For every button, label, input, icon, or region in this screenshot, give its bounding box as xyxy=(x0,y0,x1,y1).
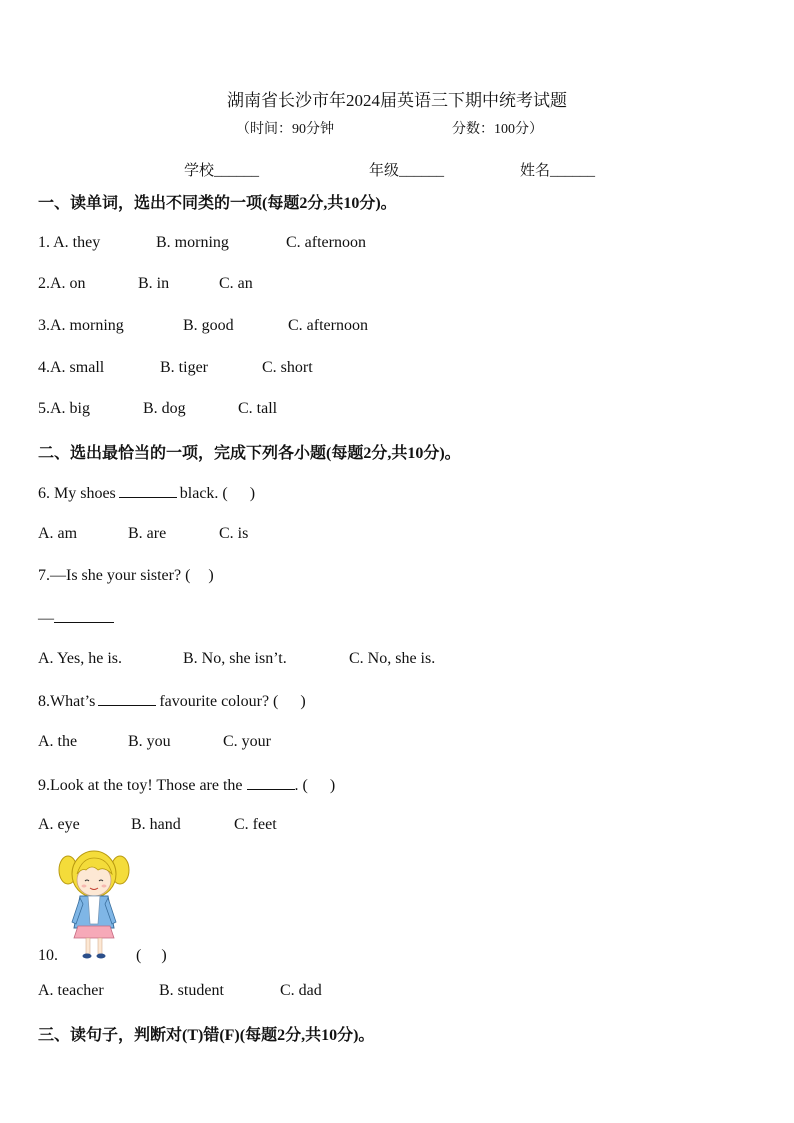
q9-option-c: C. feet xyxy=(234,816,277,833)
q5-option-c: C. tall xyxy=(238,400,278,417)
school-field: 学校______ xyxy=(184,163,260,179)
q3-option-c: C. afternoon xyxy=(288,317,368,334)
q3-option-a: 3.A. morning xyxy=(38,317,124,334)
q8-option-a: A. the xyxy=(38,733,78,750)
grade-field: 年级______ xyxy=(369,163,445,179)
q7-option-a: A. Yes, he is. xyxy=(38,650,123,667)
q9-option-a: A. eye xyxy=(38,816,80,833)
section-1-heading: 一、读单词，选出不同类的一项(每题2分,共10分)。 xyxy=(38,195,397,212)
q3-option-b: B. good xyxy=(183,317,234,334)
q10-option-b: B. student xyxy=(159,982,224,999)
answer-blank xyxy=(54,608,114,623)
q10-paren-close: ) xyxy=(161,947,167,964)
section-3-heading: 三、读句子，判断对(T)错(F)(每题2分,共10分)。 xyxy=(38,1027,375,1044)
q6-paren-close: ) xyxy=(249,485,256,502)
answer-blank xyxy=(247,775,295,790)
q4-option-c: C. short xyxy=(262,359,313,376)
q4-option-a: 4.A. small xyxy=(38,359,105,376)
q10-option-a: A. teacher xyxy=(38,982,104,999)
q7-paren-close: ) xyxy=(208,567,214,584)
q1-option-c: C. afternoon xyxy=(286,234,366,251)
q7-dash: — xyxy=(38,610,54,627)
q7-option-b: B. No, she isn’t. xyxy=(183,650,287,667)
q9-stem-end: . ( xyxy=(294,777,308,794)
q6-stem-start: 6. My shoes xyxy=(38,485,116,502)
q6-stem-end: black. ( xyxy=(179,485,228,502)
girl-illustration xyxy=(58,848,130,962)
q6-option-b: B. are xyxy=(128,525,167,542)
exam-title: 湖南省长沙市年2024届英语三下期中统考试题 xyxy=(227,91,567,110)
q8-stem-end: favourite colour? ( xyxy=(159,693,279,710)
q7-answer-line xyxy=(38,608,114,628)
q7-option-c: C. No, she is. xyxy=(349,650,436,667)
q10-paren-open: ( xyxy=(136,947,142,964)
q5-option-a: 5.A. big xyxy=(38,400,90,417)
q9-stem xyxy=(38,775,335,795)
section-2-heading: 二、选出最恰当的一项，完成下列各小题(每题2分,共10分)。 xyxy=(38,445,461,462)
exam-time: （时间：90分钟 xyxy=(236,122,334,137)
q8-option-b: B. you xyxy=(128,733,171,750)
q4-option-b: B. tiger xyxy=(160,359,208,376)
q2-option-b: B. in xyxy=(138,275,170,292)
q6-option-c: C. is xyxy=(219,525,249,542)
q1-option-a: 1. A. they xyxy=(38,234,101,251)
name-field: 姓名______ xyxy=(520,163,596,179)
exam-score: 分数：100分） xyxy=(452,122,543,137)
q5-option-b: B. dog xyxy=(143,400,186,417)
q8-stem xyxy=(38,691,306,711)
q2-option-a: 2.A. on xyxy=(38,275,86,292)
q6-option-a: A. am xyxy=(38,525,78,542)
q10-number: 10. xyxy=(38,947,58,964)
q10-option-c: C. dad xyxy=(280,982,322,999)
q6-stem xyxy=(38,483,255,503)
q10-answer-parens xyxy=(136,947,167,965)
answer-blank xyxy=(119,483,177,498)
q1-option-b: B. morning xyxy=(156,234,229,251)
answer-blank xyxy=(98,691,156,706)
q8-stem-start: 8.What’s xyxy=(38,693,96,710)
q2-option-c: C. an xyxy=(219,275,253,292)
q9-stem-start: 9.Look at the toy! Those are the xyxy=(38,777,243,794)
q7-stem-text: 7.—Is she your sister? ( xyxy=(38,567,191,584)
q8-paren-close: ) xyxy=(300,693,306,710)
q7-stem xyxy=(38,567,214,585)
q9-option-b: B. hand xyxy=(131,816,181,833)
q8-option-c: C. your xyxy=(223,733,271,750)
q9-paren-close: ) xyxy=(329,777,336,794)
